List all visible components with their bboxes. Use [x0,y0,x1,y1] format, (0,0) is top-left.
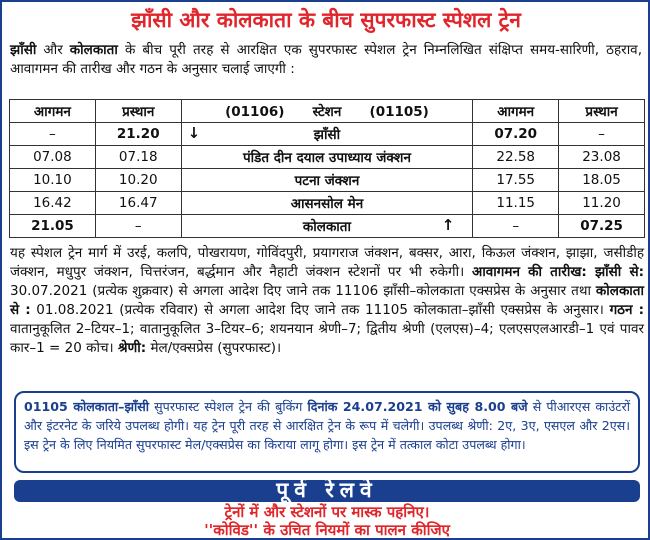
cell-arrival-1: 16.42 [10,192,96,215]
down-arrow-icon: ↓ [187,124,201,142]
header-departure-2: प्रस्थान [559,100,645,123]
cell-station: पंडित दीन दयाल उपाध्याय जंक्शन [181,146,473,169]
class-label: श्रेणी: [117,340,147,356]
cell-departure-2: 18.05 [559,169,645,192]
banner-text: पूर्व रेलवे [276,478,378,502]
cell-arrival-1: 07.08 [10,146,96,169]
cell-arrival-1: 21.05 [10,215,96,238]
booking-date: दिनांक 24.07.2021 को सुबह 8.00 बजे [307,399,528,414]
station-name: झाँसी [313,127,341,143]
cell-arrival-2: – [473,215,559,238]
stoppages-text: यह स्पेशल ट्रेन मार्ग में उरई, कलपि, पोखरायण, गोविंदपुरी, प्रयागराज जंक्शन, बक्सर, आरा, किऊल जंक्शन, झाझा, जसीडीह जंक्शन, मधुपुर जंक्शन, चित्तरंजन, बर्द्धमान और नैहाटी जंक्शन स्टेशनों पर भी रुकेगी। [10,245,644,280]
header-departure-1: प्रस्थान [95,100,181,123]
cell-station: आसनसोल मेन [181,192,473,215]
cell-station [181,123,473,146]
dates-heading: आवागमन की तारीख: झाँसी से: [472,264,644,280]
intro-and: और [36,42,70,58]
cell-station [181,215,473,238]
header-arrival-1: आगमन [10,100,96,123]
intro-rest: के बीच पूरी तरह से आरक्षित एक सुपरफास्ट स्पेशल ट्रेन निम्नलिखित संक्षिप्त समय-सारिणी, ठहराव, आवागमन की तारीख और गठन के अनुसार चलाई जाएगी : [10,42,642,77]
timetable [9,99,645,238]
up-arrow-icon: ↑ [441,216,455,234]
notice-title: झाँसी और कोलकाता के बीच सुपरफास्ट स्पेशल ट्रेन [131,8,521,32]
timetable-header-row [10,100,645,123]
dates-kolkata-text: 01.08.2021 (प्रत्येक रविवार) से अगला आदेश दिए जाने तक 11105 कोलकाता–झाँसी एक्सप्रेस के अनुसार। [30,302,610,318]
cell-departure-2: 23.08 [559,146,645,169]
details-paragraph [10,244,644,358]
cell-arrival-1: 10.10 [10,169,96,192]
mask-advisory: ट्रेनों में और स्टेशनों पर मास्क पहनिए। [224,503,430,521]
cell-arrival-2: 17.55 [473,169,559,192]
composition-text: वातानुकूलित 2–टियर–1; वातानुकूलित 3–टियर–6; शयनयान श्रेणी–7; द्वितीय श्रेणी (एलएस)–4; एलएसएलआरडी–1 एवं पावर कार–1 = 20 कोच। [10,321,644,356]
cell-arrival-2: 11.15 [473,192,559,215]
class-text: मेल/एक्सप्रेस (सुपरफास्ट)। [146,340,282,356]
table-row [10,169,645,192]
intro-paragraph [10,41,642,79]
header-arrival-2: आगमन [473,100,559,123]
cell-station: पटना जंक्शन [181,169,473,192]
table-row [10,215,645,238]
booking-info-box [14,391,640,473]
railway-banner [14,480,640,502]
cell-departure-1: 16.47 [95,192,181,215]
table-row [10,146,645,169]
covid-advisory: ''कोविड'' के उचित नियमों का पालन कीजिए [204,521,450,539]
table-row [10,192,645,215]
cell-departure-2: – [559,123,645,146]
cell-departure-1: 10.20 [95,169,181,192]
cell-departure-1: – [95,215,181,238]
cell-departure-2: 11.20 [559,192,645,215]
cell-arrival-2: 22.58 [473,146,559,169]
intro-jhansi: झाँसी [10,42,37,58]
composition-label: गठन : [609,302,644,318]
station-name: कोलकाता [302,219,351,235]
intro-kolkata: कोलकाता [69,42,118,58]
table-row [10,123,645,146]
cell-arrival-1: – [10,123,96,146]
cell-departure-1: 21.20 [95,123,181,146]
from-kolkata-label: कोलकाता से : [10,283,644,318]
cell-arrival-2: 07.20 [473,123,559,146]
cell-departure-1: 07.18 [95,146,181,169]
booking-text-1: सुपरफास्ट स्पेशल ट्रेन की बुकिंग [149,399,308,414]
booking-text-2: से पीआरएस काउंटरों और इंटरनेट के जरिये उपलब्ध होगी। यह ट्रेन पूरी तरह से आरक्षित ट्रेन के रूप में चलेगी। उपलब्ध श्रेणी: 2ए, 3ए, एसएल और 2एस। इस ट्रेन के लिए नियमित सुपरफास्ट मेल/एक्सप्रेस का किराया लागू होगा। इस ट्रेन में तत्काल कोटा उपलब्ध होगा। [24,399,630,452]
cell-departure-2: 07.25 [559,215,645,238]
booking-train: 01105 कोलकाता–झाँसी [24,399,150,414]
dates-jhansi-text: 30.07.2021 (प्रत्येक शुक्रवार) से अगला आदेश दिए जाने तक 11106 झाँसी–कोलकाता एक्सप्रेस के अनुसार तथा [10,283,596,299]
header-station: (01106) स्टेशन (01105) [181,100,473,123]
